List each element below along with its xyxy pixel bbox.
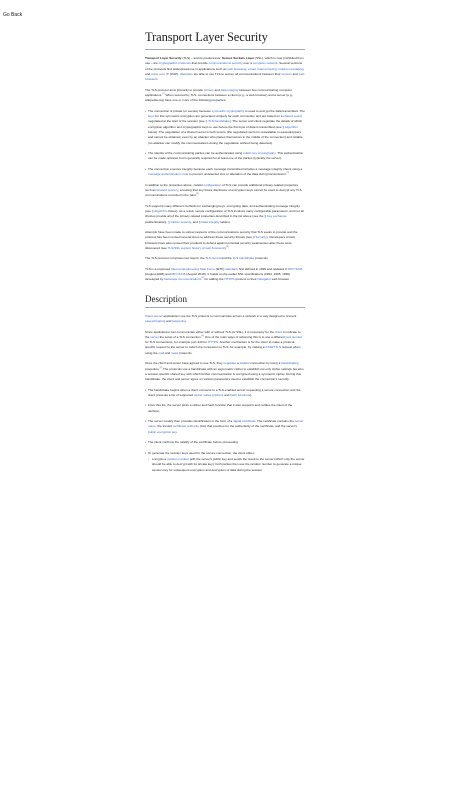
wiki-link[interactable]: Navigator: [257, 277, 271, 282]
description-paragraph: [145, 314, 305, 325]
text-run: (CA) that vouches for the authenticity of the certificate, and the server's: [198, 424, 298, 429]
text-run: ).: [224, 245, 227, 250]
article: [145, 0, 305, 478]
wiki-link[interactable]: client: [274, 329, 283, 334]
text-run: applications use the TLS protocol to communicate across a network in a way designed to prevent: [162, 313, 297, 318]
text-run: The client confirms the validity of the certificate before proceeding.: [148, 440, 239, 445]
wiki-link[interactable]: keys: [148, 114, 155, 119]
text-run: Attempts have been made to subvert aspects of the communications security that TLS seeks to provide and the protocol has been revised several times to address these security threats (see: [145, 230, 298, 240]
text-run: , and: [145, 66, 305, 76]
intro-paragraph: [145, 56, 305, 82]
text-run: to prevent undetected loss or alteration of the data during transmission.: [188, 172, 287, 177]
wiki-link[interactable]: Netscape Communications: [164, 277, 202, 282]
text-run: One of the main ways of achieving this is to use a different: [204, 334, 286, 339]
wiki-link[interactable]: servers: [281, 71, 292, 76]
wiki-link[interactable]: random number: [167, 457, 189, 462]
text-run: protocols.: [178, 350, 193, 355]
text-run: below). As a result, secure configuration of TLS involves many configurable parameters, and not all choices provide all of the privacy-related properties described in the list above (see the: [145, 208, 304, 219]
citation-link[interactable]: [7]: [159, 366, 163, 369]
wiki-link[interactable]: TLS record: [205, 256, 221, 261]
wiki-link[interactable]: RFC 8446: [171, 272, 186, 277]
text-run: TLS is a proposed: [145, 266, 171, 271]
text-run: (TLS) – and its predecessor,: [181, 56, 223, 60]
go-back-link[interactable]: Go Back: [3, 12, 23, 18]
text-run: for this symmetric encryption are generated uniquely for each connection and are based on a: [154, 114, 284, 119]
list-item: [145, 451, 305, 473]
citation-link[interactable]: [6]: [201, 334, 204, 337]
description-paragraph: [145, 361, 305, 382]
wiki-link[interactable]: server name: [148, 419, 304, 429]
text-run: . Several versions of the protocols find widespread use in applications such as: [145, 61, 303, 71]
wiki-link[interactable]: handshaking: [281, 361, 299, 366]
text-run: (August 2018). It builds on the earlier SSL specifications (1994, 1995, 1996) developed by: [145, 272, 291, 282]
text-run: . This authentication can be made optional, but is generally required for at least one of the parties (typically the server).: [148, 151, 304, 161]
citation-link[interactable]: [2]: [286, 172, 290, 175]
wiki-link[interactable]: stateful: [239, 361, 250, 366]
text-run: negotiated at the start of the session (see: [148, 119, 206, 124]
wiki-link[interactable]: TLS handshake: [232, 256, 255, 261]
text-run: for adding the: [203, 277, 225, 282]
text-run: request when using the: [145, 345, 301, 355]
list-item: [145, 403, 305, 414]
text-run: and: [291, 71, 299, 76]
text-run: and the: [220, 256, 233, 261]
wiki-link[interactable]: HTTPS: [224, 277, 235, 282]
text-run: TLS supports many different methods for exchanging keys, encrypting data, and authenticating message integrity (see: [145, 203, 300, 213]
wiki-link[interactable]: communications security: [208, 61, 243, 66]
text-run: connection by using a: [249, 361, 282, 366]
wiki-link[interactable]: server: [150, 334, 159, 339]
text-run: The connection is private (or secure) because: [148, 108, 212, 113]
list-item: [145, 440, 305, 445]
wiki-link[interactable]: TLS/SSL support history of web browsers: [167, 245, 225, 250]
text-run: (August 2008) and: [145, 272, 172, 277]
text-run: encrypts a: [152, 457, 168, 462]
text-run: is used to encrypt the data transmitted. The: [244, 108, 305, 113]
wiki-link[interactable]: ciphers: [213, 392, 224, 397]
text-run: The TLS protocol aims primarily to provide: [145, 87, 204, 92]
wiki-link[interactable]: symmetric cryptography: [211, 108, 245, 113]
text-run: The TLS protocol comprises two layers: the: [145, 256, 206, 261]
text-run: When secured by TLS, connections between a client (e.g., a web browser) and a server (e.g., wikipedia.org) have one or more of the following properties:: [145, 92, 294, 103]
text-run: Once the client and server have agreed to use TLS, they: [145, 361, 224, 366]
text-run: ).: [250, 392, 253, 397]
text-run: that provide: [190, 61, 209, 66]
text-run: (authentication),: [145, 219, 169, 224]
body-paragraph: [145, 204, 305, 225]
wiki-link[interactable]: § Security: [252, 235, 267, 240]
text-run: to indicate to the: [145, 329, 301, 339]
text-run: (SSL), which is now prohibited from use – are: [145, 56, 304, 66]
text-run: . Another mechanism is for the client to make a protocol-specific request to the server to switch the connection to TLS; for example, by making a: [145, 340, 296, 350]
text-run: tables).: [219, 219, 231, 224]
text-run: ). The server and client negotiate the details of which encryption algorithm and cryptographic keys to use before the first byte of data is transmitted (see: [148, 119, 303, 129]
text-run: with the server's public key and sends the result to the server (which only the server should be able to decrypt with its private key); both parties then use the random number to generate a unique session key for subsequent encryption and decryption of data during the session: [152, 457, 305, 472]
wiki-link[interactable]: digital certificate: [233, 419, 256, 424]
wiki-link[interactable]: cryptographic protocols: [158, 61, 191, 66]
citation-link[interactable]: [5]: [201, 277, 204, 280]
wiki-link[interactable]: § Algorithm: [151, 208, 168, 213]
wiki-link[interactable]: RFC 5246: [288, 266, 303, 271]
text-run: are able to use TLS to secure all communications between their: [192, 71, 282, 76]
handshake-steps-list: [145, 388, 305, 473]
text-run: , and: [191, 219, 199, 224]
citation-link[interactable]: [4]: [226, 245, 229, 248]
page-title: Transport Layer Security: [145, 0, 305, 50]
text-run: The identity of the communicating parties can be authenticated using: [148, 151, 244, 156]
wiki-link[interactable]: § TLS handshake: [205, 119, 230, 124]
text-run: (: [211, 392, 214, 397]
text-run: , first defined in 1999 and updated in: [237, 266, 289, 271]
wiki-link[interactable]: cipher suites: [194, 392, 212, 397]
wiki-link[interactable]: port number: [285, 334, 303, 339]
text-run: and: [223, 392, 231, 397]
wiki-link[interactable]: message authentication code: [148, 172, 189, 177]
text-run: below). The negotiation of a shared secret is both secure (the negotiated secret is unavailable to eavesdroppers and cannot be obtained, even by an attacker who places themselves in the middle of the connection) and reliable (no attacker can modify the communications during the negotiation without being detected).: [148, 129, 303, 145]
wiki-link[interactable]: eavesdropping: [145, 319, 166, 324]
wiki-link[interactable]: negotiate: [223, 361, 237, 366]
text-run: web browser.: [270, 277, 290, 282]
text-run: between two communicating computer applications.: [145, 87, 292, 97]
text-run: for TLS connections, for example port 443 for: [145, 340, 208, 345]
citation-link[interactable]: [3]: [196, 193, 199, 196]
wiki-link[interactable]: HTTPS: [207, 340, 219, 345]
wiki-link[interactable]: Client-server: [145, 313, 163, 318]
description-paragraph: [145, 330, 305, 356]
text-run: In addition to the properties above, careful: [145, 182, 204, 187]
text-run: . The certificate contains the: [255, 419, 295, 424]
article-intro: [145, 56, 305, 104]
wiki-link[interactable]: § Key exchange: [264, 214, 287, 219]
wiki-link[interactable]: public-key cryptography: [243, 151, 276, 156]
text-run: ,: [276, 66, 279, 71]
body-paragraph: [145, 267, 305, 283]
wiki-link[interactable]: Internet Engineering Task Force: [170, 266, 215, 271]
body-paragraph: [145, 183, 305, 199]
text-run: procedure.: [145, 366, 160, 371]
text-run: and: [164, 350, 171, 355]
text-run: protocol to their: [234, 277, 258, 282]
list-item: [145, 151, 305, 162]
text-run: (VoIP).: [168, 71, 181, 76]
wiki-link[interactable]: configuration: [203, 182, 222, 187]
wiki-link[interactable]: public encryption key: [148, 429, 177, 434]
wiki-link[interactable]: data integrity: [220, 87, 239, 92]
sub-list-item: [148, 457, 305, 473]
wiki-link[interactable]: instant messaging: [278, 66, 304, 71]
text-run: the setup of a TLS connection.: [158, 334, 202, 339]
text-run: and: [213, 87, 221, 92]
text-run: From this list, the server picks a cipher and hash function that it also supports and notifies the client of the decision.: [148, 403, 293, 413]
text-run: The connection ensures integrity because each message transmitted includes a message integrity check using a: [148, 166, 303, 171]
intro-paragraph: [145, 88, 305, 104]
wiki-link[interactable]: certificate authority: [172, 424, 199, 429]
section-heading-description: Description: [145, 294, 305, 308]
wiki-link[interactable]: Internet faxing: [257, 66, 277, 71]
wiki-link[interactable]: § Cipher security: [168, 219, 192, 224]
wiki-link[interactable]: tampering: [172, 319, 186, 324]
text-run: .: [185, 319, 187, 324]
bold-term: Secure Sockets Layer: [222, 56, 255, 60]
wiki-link[interactable]: Websites: [180, 71, 193, 76]
list-item: [145, 388, 305, 399]
text-run: ). Developers of web browsers have also revised their products to defend against potential security weaknesses after these were discovered (see: [145, 235, 295, 250]
text-run: , ensuring that any future disclosure of encryption keys cannot be used to decrypt any TLS communications recorded in the past.: [145, 187, 302, 198]
wiki-link[interactable]: email: [248, 66, 256, 71]
text-run: Since applications can communicate either with or without TLS (or SSL), it is necessary for the: [145, 329, 275, 334]
text-run: , the trusted: [155, 424, 173, 429]
text-run: ,: [246, 66, 249, 71]
text-run: .: [157, 77, 159, 82]
body-paragraph: [145, 256, 305, 261]
body-paragraph: [145, 230, 305, 251]
text-run: The protocols use a handshake with an asymmetric cipher to establish not only cipher settings but also a session-specific shared key with which further communication is encrypted using a symmetric cipher. During this handshake, the client and server agree on various parameters used to establish the connection's security:: [145, 366, 304, 382]
text-run: a: [236, 361, 240, 366]
wiki-link[interactable]: computer network: [252, 61, 278, 66]
text-run: .: [176, 429, 178, 434]
list-item: [145, 419, 305, 435]
text-run: over a: [242, 61, 253, 66]
text-run: of TLS can provide additional privacy-related properties such as: [145, 182, 299, 192]
wiki-link[interactable]: § Algorithm: [282, 124, 298, 129]
wiki-link[interactable]: voice over IP: [151, 71, 169, 76]
wiki-link[interactable]: web browsers: [145, 71, 305, 82]
wiki-link[interactable]: shared secret: [283, 114, 303, 119]
wiki-link[interactable]: news: [171, 350, 179, 355]
text-run: (IETF): [214, 266, 226, 271]
citation-link[interactable]: [1]: [162, 92, 165, 95]
list-item: [145, 109, 305, 146]
wiki-link[interactable]: standard: [225, 266, 238, 271]
bold-term: Transport Layer Security: [145, 56, 182, 60]
wiki-link[interactable]: mail: [158, 350, 165, 355]
wiki-link[interactable]: STARTTLS: [265, 345, 282, 350]
sub-list: [145, 457, 305, 473]
properties-list: [145, 109, 305, 178]
text-run: and: [165, 319, 173, 324]
wiki-link[interactable]: privacy: [203, 87, 214, 92]
text-run: The handshake begins when a client connects to a TLS-enabled server requesting a secure connection and the client presents a list of supported: [148, 387, 301, 397]
list-item: [145, 167, 305, 178]
wiki-link[interactable]: web browsing: [227, 66, 247, 71]
wiki-link[interactable]: forward secrecy: [156, 187, 179, 192]
wiki-link[interactable]: § Data integrity: [198, 219, 220, 224]
text-run: protocols.: [254, 256, 269, 261]
text-run: To generate the session keys used for the secure connection, the client either:: [148, 450, 255, 455]
wiki-link[interactable]: hash functions: [230, 392, 251, 397]
text-run: ,: [255, 66, 258, 71]
text-run: The server usually then provides identification in the form of a: [148, 419, 234, 424]
